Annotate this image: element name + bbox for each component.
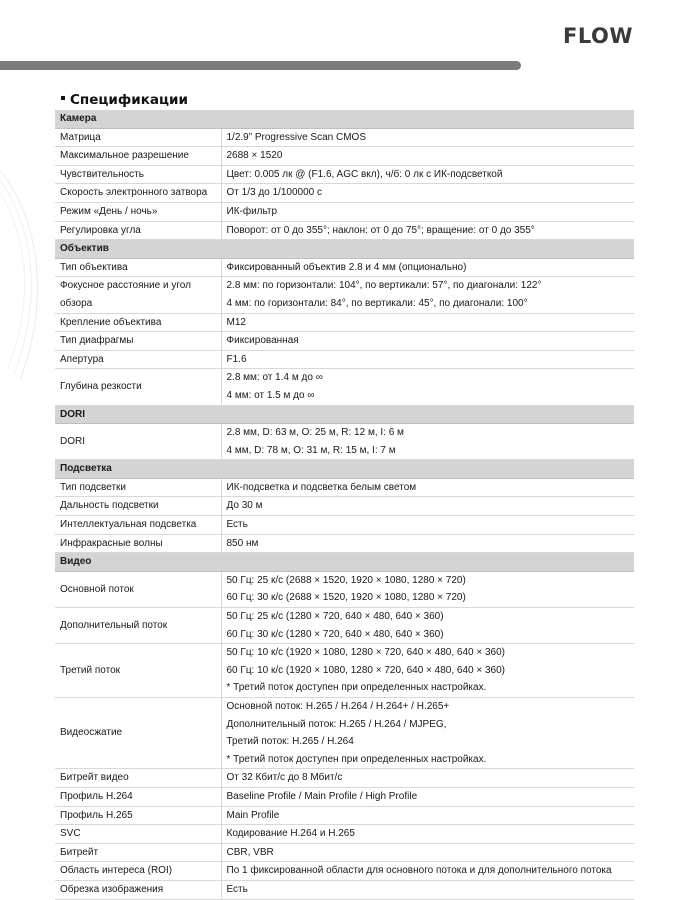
table-row: [55, 516, 634, 535]
spec-label: Видеосжатие: [55, 698, 221, 769]
spec-value: [221, 698, 634, 769]
spec-value-line: 4 мм, D: 78 м, O: 31 м, R: 15 м, I: 7 м: [226, 444, 396, 456]
spec-value-line: От 32 Кбит/с до 8 Мбит/с: [226, 772, 343, 784]
spec-value-line: Основной поток: H.265 / H.264 / H.264+ / H.265+: [226, 701, 450, 712]
spec-label: Интеллектуальная подсветка: [55, 516, 221, 535]
spec-value-line: 50 Гц: 10 к/с (1920 × 1080, 1280 × 720, 640 × 480, 640 × 360): [226, 647, 506, 659]
spec-value: [221, 478, 634, 497]
spec-value: [221, 221, 634, 240]
spec-value: [221, 202, 634, 221]
spec-value: [221, 147, 634, 166]
spec-value-line: От 1/3 до 1/100000 с: [226, 187, 322, 199]
spec-value-line: 2.8 мм: от 1.4 м до ∞: [226, 372, 323, 384]
spec-value: [221, 644, 634, 698]
table-row: [55, 698, 634, 769]
spec-value-line: 50 Гц: 25 к/с (1280 × 720, 640 × 480, 640 × 360): [226, 611, 444, 623]
spec-value-line: 50 Гц: 25 к/с (2688 × 1520, 1920 × 1080, 1280 × 720): [226, 574, 466, 586]
header-bar: [0, 61, 521, 70]
spec-label: Фокусное расстояние и угол обзора: [55, 277, 221, 313]
spec-label: Режим «День / ночь»: [55, 202, 221, 221]
section-header: [55, 240, 634, 259]
table-row: [55, 644, 634, 698]
spec-value: [221, 843, 634, 862]
section-title: Подсветка: [55, 460, 634, 479]
bullet-icon: [61, 96, 65, 100]
spec-value-line: 850 нм: [226, 537, 259, 549]
page-title: [61, 92, 188, 108]
spec-value-line: * Третий поток доступен при определенных настройках.: [226, 753, 487, 765]
table-row: [55, 258, 634, 277]
spec-value-line: Дополнительный поток: H.265 / H.264 / MJPEG,: [226, 718, 447, 730]
section-title: DORI: [55, 405, 634, 424]
spec-label: Тип диафрагмы: [55, 332, 221, 351]
spec-label: Максимальное разрешение: [55, 147, 221, 166]
spec-label: Матрица: [55, 128, 221, 147]
spec-value: [221, 497, 634, 516]
table-row: [55, 313, 634, 332]
spec-label: Профиль H.265: [55, 806, 221, 825]
spec-label: Профиль H.264: [55, 787, 221, 806]
table-row: [55, 787, 634, 806]
spec-label: Дальность подсветки: [55, 497, 221, 516]
spec-value: [221, 184, 634, 203]
spec-value-line: ИК-подсветка и подсветка белым светом: [226, 481, 417, 493]
page-title-text: Спецификации: [70, 92, 188, 108]
table-row: [55, 497, 634, 516]
spec-value: [221, 313, 634, 332]
spec-label: Третий поток: [55, 644, 221, 698]
spec-label: Инфракрасные волны: [55, 534, 221, 553]
spec-value-line: 2.8 мм, D: 63 м, O: 25 м, R: 12 м, I: 6 м: [226, 427, 404, 439]
spec-value: [221, 165, 634, 184]
spec-value: [221, 571, 634, 607]
spec-value: [221, 534, 634, 553]
spec-label: Скорость электронного затвора: [55, 184, 221, 203]
spec-value-line: 60 Гц: 30 к/с (1280 × 720, 640 × 480, 640 × 360): [226, 628, 444, 640]
spec-value-line: 2688 × 1520: [226, 150, 283, 162]
spec-value-line: F1.6: [226, 353, 247, 365]
spec-label: Чувствительность: [55, 165, 221, 184]
table-row: [55, 880, 634, 899]
spec-label: DORI: [55, 424, 221, 460]
table-row: [55, 350, 634, 369]
table-row: [55, 147, 634, 166]
table-row: [55, 332, 634, 351]
table-row: [55, 534, 634, 553]
spec-value-line: * Третий поток доступен при определенных настройках.: [226, 682, 487, 694]
spec-value-line: 60 Гц: 10 к/с (1920 × 1080, 1280 × 720, 640 × 480, 640 × 360): [226, 664, 506, 676]
spec-label: Тип подсветки: [55, 478, 221, 497]
spec-value: [221, 277, 634, 313]
table-row: [55, 843, 634, 862]
spec-label: Основной поток: [55, 571, 221, 607]
spec-value: [221, 350, 634, 369]
section-header: [55, 460, 634, 479]
table-row: [55, 128, 634, 147]
spec-value: [221, 608, 634, 644]
spec-value-line: CBR, VBR: [226, 846, 274, 858]
spec-value: [221, 862, 634, 881]
spec-value-line: 4 мм: от 1.5 м до ∞: [226, 389, 315, 401]
spec-value: [221, 825, 634, 844]
table-row: [55, 825, 634, 844]
table-row: [55, 165, 634, 184]
spec-label: Область интереса (ROI): [55, 862, 221, 881]
section-title: Камера: [55, 110, 634, 128]
spec-value-line: 1/2.9” Progressive Scan CMOS: [226, 131, 366, 143]
spec-value-line: По 1 фиксированной области для основного потока и для дополнительного потока: [226, 865, 612, 877]
table-row: [55, 202, 634, 221]
spec-value: [221, 128, 634, 147]
table-row: [55, 806, 634, 825]
table-row: [55, 277, 634, 313]
spec-label: Глубина резкости: [55, 369, 221, 405]
table-row: [55, 369, 634, 405]
spec-value: [221, 258, 634, 277]
section-header: [55, 553, 634, 572]
spec-value: [221, 332, 634, 351]
spec-value-line: Baseline Profile / Main Profile / High Profile: [226, 790, 418, 802]
spec-table: [55, 110, 634, 900]
spec-value-line: До 30 м: [226, 500, 263, 512]
section-header: [55, 110, 634, 128]
table-row: [55, 221, 634, 240]
section-header: [55, 405, 634, 424]
table-row: [55, 769, 634, 788]
spec-value: [221, 369, 634, 405]
spec-value: [221, 787, 634, 806]
table-row: [55, 478, 634, 497]
table-row: [55, 608, 634, 644]
spec-value-line: Фиксированный объектив 2.8 и 4 мм (опционально): [226, 261, 467, 273]
spec-value-line: Третий поток: H.265 / H.264: [226, 736, 354, 748]
spec-label: Регулировка угла: [55, 221, 221, 240]
spec-value: [221, 424, 634, 460]
spec-value-line: ИК-фильтр: [226, 205, 278, 217]
spec-label: SVC: [55, 825, 221, 844]
background-swoosh-decoration: [0, 150, 60, 430]
spec-value-line: Поворот: от 0 до 355°; наклон: от 0 до 75°; вращение: от 0 до 355°: [226, 224, 535, 236]
spec-value-line: Цвет: 0.005 лк @ (F1.6, AGC вкл), ч/б: 0 лк с ИК-подсветкой: [226, 168, 503, 180]
table-row: [55, 862, 634, 881]
spec-label: Битрейт: [55, 843, 221, 862]
spec-label: Тип объектива: [55, 258, 221, 277]
table-row: [55, 571, 634, 607]
spec-label: Обрезка изображения: [55, 880, 221, 899]
table-row: [55, 424, 634, 460]
spec-value-line: Есть: [226, 519, 248, 531]
brand-logo: FLOW: [563, 24, 633, 48]
section-title: Видео: [55, 553, 634, 572]
spec-label: Битрейт видео: [55, 769, 221, 788]
spec-value-line: M12: [226, 316, 246, 328]
spec-value: [221, 769, 634, 788]
spec-value-line: Фиксированная: [226, 335, 299, 347]
spec-value-line: 4 мм: по горизонтали: 84°, по вертикали: 45°, по диагонали: 100°: [226, 297, 528, 309]
spec-value-line: Main Profile: [226, 809, 280, 821]
spec-label: Крепление объектива: [55, 313, 221, 332]
spec-value: [221, 806, 634, 825]
spec-table-body: [55, 110, 634, 899]
spec-value-line: Есть: [226, 883, 248, 895]
spec-value: [221, 516, 634, 535]
spec-value: [221, 880, 634, 899]
table-row: [55, 184, 634, 203]
section-title: Объектив: [55, 240, 634, 259]
spec-value-line: 2.8 мм: по горизонтали: 104°, по вертикали: 57°, по диагонали: 122°: [226, 280, 542, 292]
spec-value-line: Кодирование H.264 и H.265: [226, 828, 355, 840]
spec-value-line: 60 Гц: 30 к/с (2688 × 1520, 1920 × 1080, 1280 × 720): [226, 592, 466, 604]
spec-label: Апертура: [55, 350, 221, 369]
spec-label: Дополнительный поток: [55, 608, 221, 644]
